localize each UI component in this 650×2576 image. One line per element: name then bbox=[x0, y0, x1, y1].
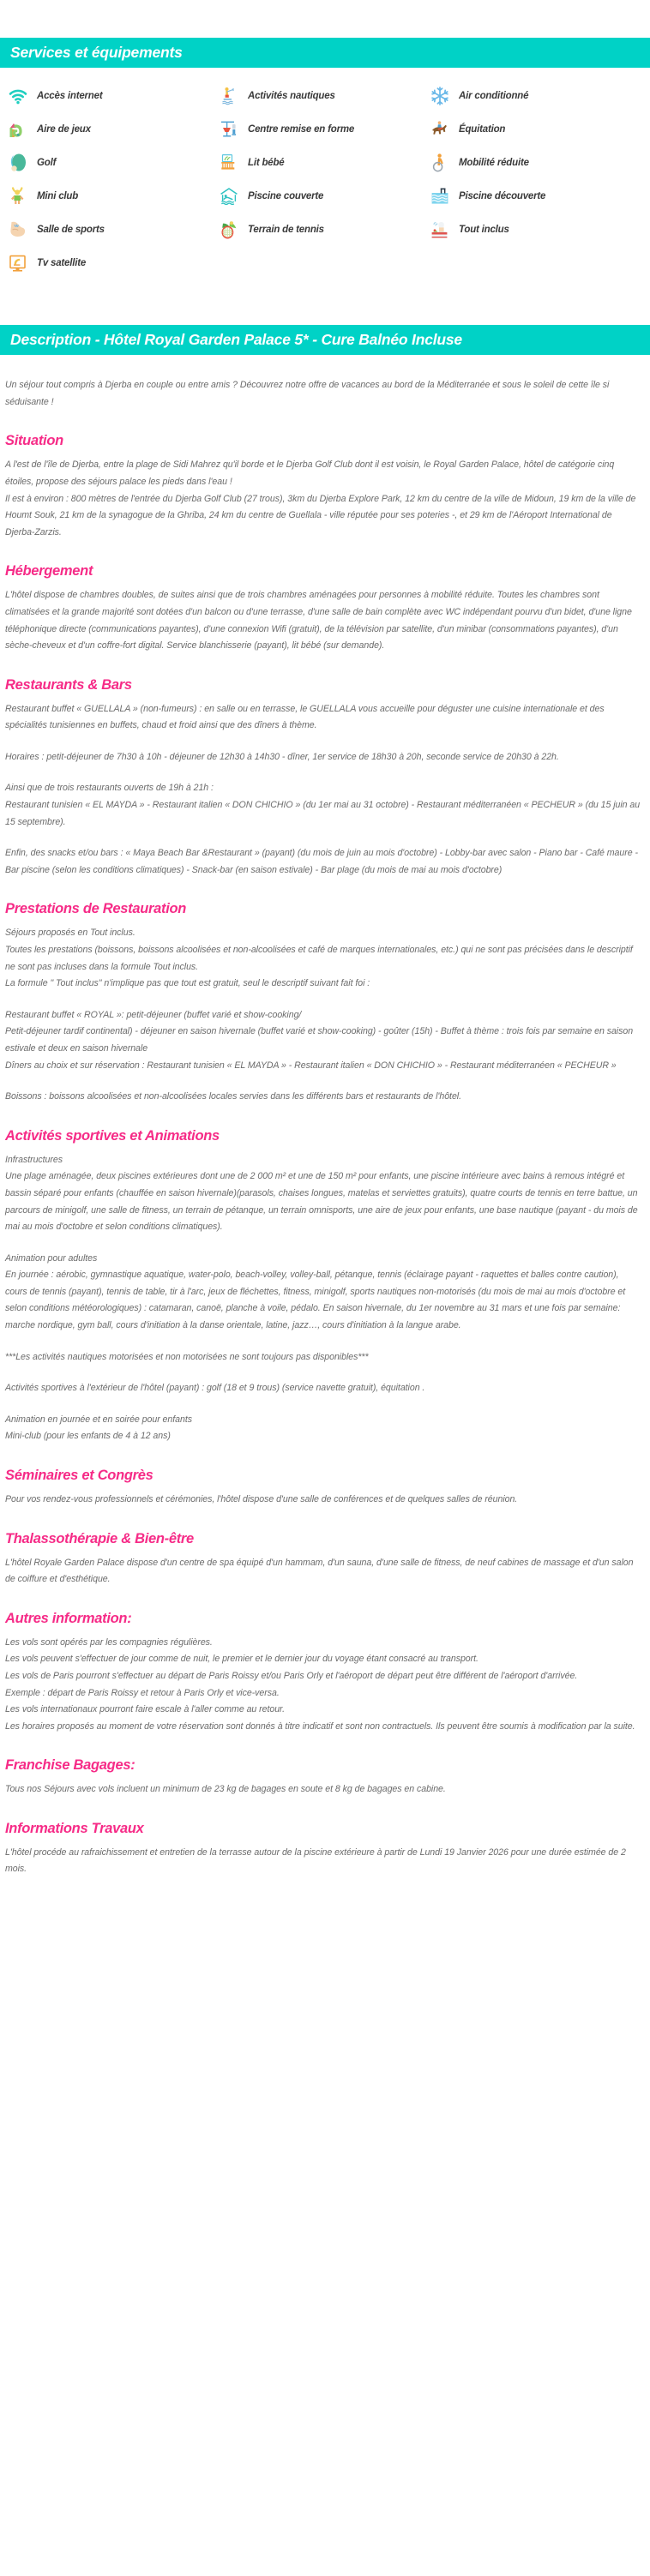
service-item-tout-inclus bbox=[429, 213, 640, 246]
service-item-piscine-couverte bbox=[218, 180, 429, 213]
section-franchise-bagages bbox=[5, 1757, 643, 1798]
service-label: Lit bébé bbox=[248, 158, 285, 169]
section-paragraph: L'hôtel dispose de chambres doubles, de suites ainsi que de trois chambres aménagées pour personnes à mobilité réduite. Toutes les chambres sont climatisées et la grande majorité sont dotées d'un balcon ou d'une terrasse, d'une salle de bain complète avec WC indépendant pourvu d'un bidet, d'une ligne téléphonique directe (communications payantes), d'une connexion Wifi (gratuit), de la télévision par satellite, d'un minibar (consommations payantes), d'un sèche-cheveux et d'un coffre-fort digital. Service blanchisserie (payant), lit bébé (sur demande). bbox=[5, 590, 632, 652]
section-title: Autres information: bbox=[5, 1610, 132, 1626]
service-item-equitation bbox=[429, 113, 640, 146]
mini-club-icon bbox=[7, 185, 29, 207]
section-thalassotherapie bbox=[5, 1531, 643, 1588]
service-item-mobilite-reduite bbox=[429, 147, 640, 179]
section-paragraph: Horaires : petit-déjeuner de 7h30 à 10h - déjeuner de 12h30 à 14h30 - dîner, 1er service de 18h30 à 20h, seconde service de 20h30 à 22h. bbox=[5, 751, 559, 762]
water-skiing-icon bbox=[218, 85, 240, 107]
service-label: Centre remise en forme bbox=[248, 124, 355, 135]
section-paragraph: L'hôtel procéde au rafraichissement et entretien de la terrasse autour de la piscine extérieure à partir de Lundi 19 Janvier 2026 pour une durée estimée de 2 mois. bbox=[5, 1846, 626, 1875]
service-item-salle-de-sports bbox=[7, 213, 218, 246]
service-item-aire-de-jeux bbox=[7, 113, 218, 146]
service-label: Air conditionné bbox=[459, 91, 529, 102]
section-paragraph: A l'est de l'île de Djerba, entre la plage de Sidi Mahrez qu'il borde et le Djerba Golf Club dont il est voisin, le Royal Garden Palace, hôtel de catégorie cinq étoiles, propose des séjours palace les pieds dans l'eau ! bbox=[5, 459, 615, 487]
section-title: Hébergement bbox=[5, 563, 93, 579]
service-item-acces-internet bbox=[7, 80, 218, 112]
section-paragraph: Infrastructures Une plage aménagée, deux piscines extérieures dont une de 2 000 m² et une de 150 m² pour enfants, une piscine intérieure avec bains à remous intégré et bassin séparé pour enfants (chauffée en saison hivernale)(parasols, chaises longues, matelas et serviettes gratuits), quatre courts de tennis en terre battue, un parcours de minigolf, une salle de fitness, un terrain de pétanque, un terrain omnisports, une aire de jeux pour enfants, une base nautique (payant - du mois de mai au mois d'octobre et selon conditions climatiques). bbox=[5, 1154, 638, 1233]
section-informations-travaux bbox=[5, 1821, 643, 1878]
section-paragraph: Animation pour adultes En journée : aérobic, gymnastique aquatique, water-polo, beach-volley, volley-ball, pétanque, tennis (éclairage payant - raquettes et balles contre caution), cours de tennis (payant), tennis de table, tir à l'arc, jeux de fléchettes, fitness, minigolf, sports nautiques non-motorisés (du mois de mai au mois d'octobre et selon conditions météorologiques) : catamaran, canoë, planche à voile, pédalo. En saison hivernale, du 1er novembre au 31 mars et une fois par semaine: marche nordique, gym ball, cours d'initiation à la danse orientale, latine, jazz…, cours d'initiation à la langue arabe. bbox=[5, 1252, 626, 1331]
service-item-golf bbox=[7, 147, 218, 179]
playground-icon bbox=[7, 118, 29, 141]
service-label: Piscine couverte bbox=[248, 191, 324, 202]
section-restaurants-bars bbox=[5, 677, 643, 880]
section-situation bbox=[5, 433, 643, 541]
section-title: Thalassothérapie & Bien-être bbox=[5, 1530, 194, 1546]
section-paragraph: L'hôtel Royale Garden Palace dispose d'un centre de spa équipé d'un hammam, d'un sauna, d'une salle de fitness, de neuf cabines de massage et d'un salon de coiffure et d'esthétique. bbox=[5, 1557, 634, 1585]
intro-paragraph: Un séjour tout compris à Djerba en couple ou entre amis ? Découvrez notre offre de vacances au bord de la Méditerranée et sous le soleil de cette île si séduisante ! bbox=[5, 380, 610, 407]
section-paragraph: Boissons : boissons alcoolisées et non-alcoolisées locales servies dans les différents bars et restaurants de l'hôtel. bbox=[5, 1091, 461, 1102]
section-title: Séminaires et Congrès bbox=[5, 1468, 153, 1484]
section-paragraph: Restaurant buffet « ROYAL »: petit-déjeuner (buffet varié et show-cooking/ Petit-déjeuner tardif continental) - déjeuner en saison hivernale (buffet varié et show-cooking) - goûter (15h) - Buffet à thème : trois fois par semaine en saison estivale et deux en saison hivernale Dîners au choix et sur réservation : Restaurant tunisien « EL MAYDA » - Restaurant italien « DON CHICHIO » - Restaurant méditerranéen « PECHEUR » bbox=[5, 1009, 634, 1071]
description-content bbox=[0, 377, 650, 1895]
section-activites-sportives bbox=[5, 1128, 643, 1445]
section-hebergement bbox=[5, 563, 643, 654]
service-item-mini-club bbox=[7, 180, 218, 213]
section-paragraph: Animation en journée et en soirée pour enfants Mini-club (pour les enfants de 4 à 12 ans) bbox=[5, 1414, 192, 1442]
section-title: Restaurants & Bars bbox=[5, 676, 132, 693]
service-item-terrain-de-tennis bbox=[218, 213, 429, 246]
service-label: Salle de sports bbox=[37, 225, 105, 236]
description-banner-title: Description - Hôtel Royal Garden Palace 5* - Cure Balnéo Incluse bbox=[0, 325, 650, 355]
service-label: Tout inclus bbox=[459, 225, 509, 236]
section-paragraph: Activités sportives à l'extérieur de l'hôtel (payant) : golf (18 et 9 trous) (service navette gratuit), équitation . bbox=[5, 1383, 425, 1394]
gym-equipment-icon bbox=[218, 118, 240, 141]
section-paragraph: Tous nos Séjours avec vols incluent un minimum de 23 kg de bagages en soute et 8 kg de bagages en cabine. bbox=[5, 1784, 446, 1795]
section-paragraph: Séjours proposés en Tout inclus. Toutes les prestations (boissons, boissons alcoolisées et non-alcoolisées et café de marques internationales, etc.) qui ne sont pas précisées dans le descriptif ne sont pas incluses dans la formule Tout inclus. La formule " Tout inclus" n'implique pas que tout est gratuit, seul le descriptif suivant fait foi : bbox=[5, 928, 633, 989]
all-inclusive-buffet-icon bbox=[429, 219, 451, 241]
section-title: Informations Travaux bbox=[5, 1820, 144, 1836]
service-label: Mini club bbox=[37, 191, 79, 202]
horse-riding-icon bbox=[429, 118, 451, 141]
section-paragraph: Pour vos rendez-vous professionnels et cérémonies, l'hôtel dispose d'une salle de conférences et de quelques salles de réunion. bbox=[5, 1494, 518, 1504]
baby-crib-icon bbox=[218, 152, 240, 174]
section-paragraph: Il est à environ : 800 mètres de l'entrée du Djerba Golf Club (27 trous), 3km du Djerba Explore Park, 12 km du centre de la ville de Midoun, 19 km de la ville de Houmt Souk, 21 km de la synagogue de la Ghriba, 24 km du centre de Guellala - ville réputée pour ses poteries -, et 29 km de l'Aéroport International de Djerba-Zarzis. bbox=[5, 493, 636, 537]
section-seminaires-congres bbox=[5, 1468, 643, 1509]
service-label: Golf bbox=[37, 158, 57, 169]
service-label: Tv satellite bbox=[37, 258, 87, 269]
section-autres-information bbox=[5, 1611, 643, 1736]
golf-icon bbox=[7, 152, 29, 174]
service-label: Équitation bbox=[459, 124, 506, 135]
section-prestations-restauration bbox=[5, 901, 643, 1105]
service-item-air-conditionne bbox=[429, 80, 640, 112]
section-paragraph: Les vols sont opérés par les compagnies régulières. Les vols peuvent s'effectuer de jour comme de nuit, le premier et le dernier jour du voyage étant consacré au transport. Les vols de Paris pourront s'effectuer au départ de Paris Roissy et/ou Paris Orly et l'aéroport de départ peut être différent de l'aéroport d'arrivée. Exemple : départ de Paris Roissy et retour à Paris Orly et vice-versa. Les vols internationaux pourront faire escale à l'aller comme au retour. Les horaires proposés au moment de votre réservation sont donnés à titre indicatif et sont non contractuels. Ils peuvent être soumis à modification par la suite. bbox=[5, 1636, 635, 1732]
service-label: Aire de jeux bbox=[37, 124, 91, 135]
service-item-piscine-decouverte bbox=[429, 180, 640, 213]
satellite-tv-icon bbox=[7, 252, 29, 274]
hotel-description-page bbox=[0, 38, 650, 1895]
service-label: Activités nautiques bbox=[248, 91, 335, 102]
wheelchair-icon bbox=[429, 152, 451, 174]
section-paragraph: Restaurant buffet « GUELLALA » (non-fumeurs) : en salle ou en terrasse, le GUELLALA vous accueille pour déguster une cuisine internationale et des spécialités tunisiennes en buffets, chaud et froid ainsi que des dîners à thème. bbox=[5, 703, 605, 731]
service-label: Mobilité réduite bbox=[459, 158, 529, 169]
snowflake-icon bbox=[429, 85, 451, 107]
section-title: Prestations de Restauration bbox=[5, 901, 187, 917]
section-title: Activités sportives et Animations bbox=[5, 1127, 220, 1144]
tennis-icon bbox=[218, 219, 240, 241]
services-banner-title: Services et équipements bbox=[0, 38, 650, 68]
service-item-centre-remise-en-forme bbox=[218, 113, 429, 146]
outdoor-pool-icon bbox=[429, 185, 451, 207]
service-item-activites-nautiques bbox=[218, 80, 429, 112]
section-paragraph: Ainsi que de trois restaurants ouverts de 19h à 21h : Restaurant tunisien « EL MAYDA » - Restaurant italien « DON CHICHIO » (du 1er mai au 31 octobre) - Restaurant méditerranéen « PECHEUR » (du 15 juin au 15 septembre). bbox=[5, 783, 641, 827]
service-label: Piscine découverte bbox=[459, 191, 546, 202]
service-item-lit-bebe bbox=[218, 147, 429, 179]
section-title: Situation bbox=[5, 433, 63, 449]
section-paragraph: ***Les activités nautiques motorisées et non motorisées ne sont toujours pas disponibles*** bbox=[5, 1351, 369, 1362]
indoor-pool-icon bbox=[218, 185, 240, 207]
section-paragraph: Enfin, des snacks et/ou bars : « Maya Beach Bar &Restaurant » (payant) (du mois de juin au mois d'octobre) - Lobby-bar avec salon - Piano bar - Café maure - Bar piscine (selon les conditions climatiques) - Snack-bar (en saison estivale) - Bar plage (du mois de mai au mois d'octobre) bbox=[5, 848, 638, 875]
flexed-biceps-icon bbox=[7, 219, 29, 241]
service-label: Terrain de tennis bbox=[248, 225, 324, 236]
wifi-icon bbox=[7, 85, 29, 107]
services-grid bbox=[0, 68, 650, 289]
service-item-tv-satellite bbox=[7, 247, 218, 279]
section-title: Franchise Bagages: bbox=[5, 1757, 135, 1774]
service-label: Accès internet bbox=[37, 91, 103, 102]
